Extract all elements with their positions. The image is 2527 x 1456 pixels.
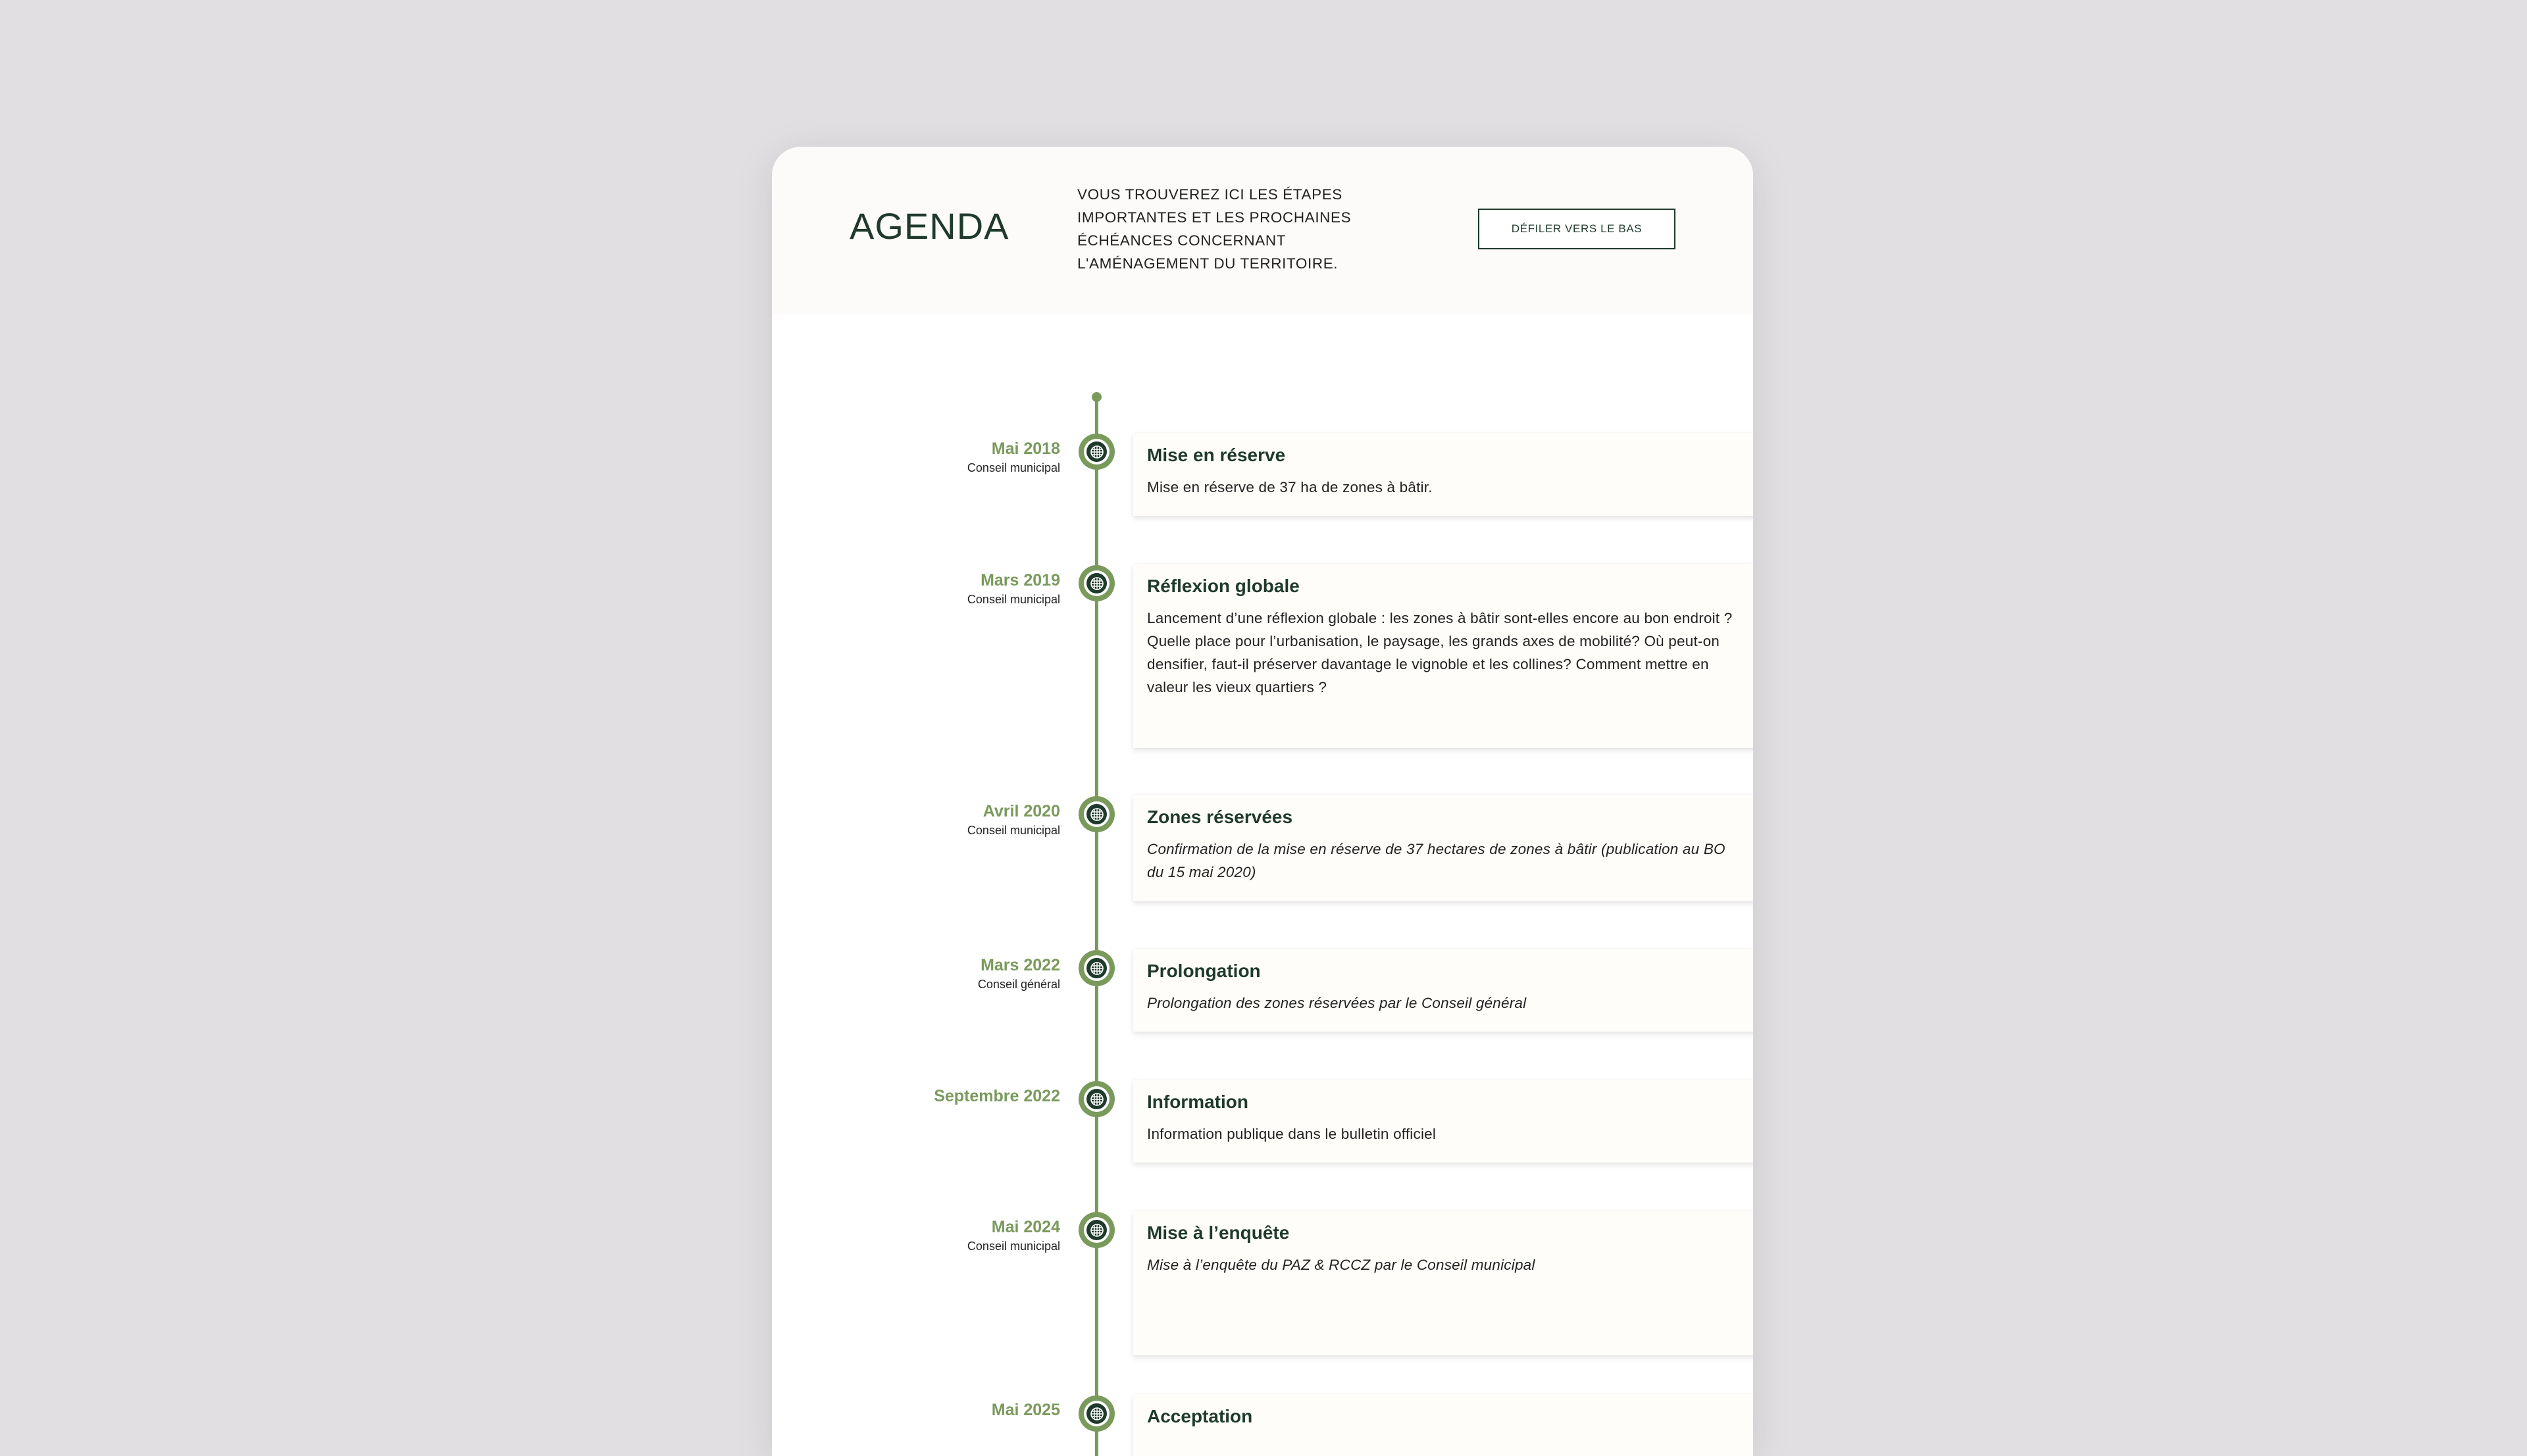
event-organ: Conseil municipal [967, 1240, 1060, 1253]
event-title: Réflexion globale [1147, 576, 1300, 596]
event-date: Mars 2022 [981, 956, 1060, 974]
event-marker [1079, 1212, 1115, 1248]
event-date: Mai 2024 [991, 1218, 1060, 1236]
event-title: Mise en réserve [1147, 445, 1286, 465]
event-marker [1079, 796, 1115, 832]
event-organ: Conseil municipal [967, 824, 1060, 837]
event-marker [1079, 565, 1115, 601]
grid-globe-icon [1086, 1220, 1107, 1240]
event-marker [1079, 1081, 1115, 1117]
event-date-block [967, 802, 1060, 838]
timeline-line [1095, 397, 1098, 1456]
event-date-block [967, 1218, 1060, 1253]
agenda-header [772, 147, 1753, 314]
event-title: Information [1147, 1092, 1248, 1112]
event-title: Acceptation [1147, 1406, 1253, 1426]
event-description: Information publique dans le bulletin officiel [1147, 1126, 1437, 1142]
event-organ: Conseil municipal [967, 593, 1060, 606]
grid-globe-icon [1086, 1403, 1107, 1424]
event-description: Mise à l’enquête du PAZ & RCCZ par le Conseil municipal [1147, 1257, 1535, 1273]
event-description: Mise en réserve de 37 ha de zones à bâtir. [1147, 479, 1433, 495]
grid-globe-icon [1086, 958, 1107, 978]
event-description: Confirmation de la mise en réserve de 37 hectares de zones à bâtir (publication au BO du 15 mai 2020) [1147, 841, 1725, 880]
event-date-block [934, 1087, 1060, 1109]
event-date-block [967, 571, 1060, 607]
event-card [1133, 433, 1753, 516]
page-title: AGENDA [850, 205, 1009, 247]
event-organ: Conseil général [977, 978, 1060, 991]
event-date: Septembre 2022 [934, 1087, 1060, 1105]
event-date: Mars 2019 [981, 571, 1060, 590]
event-card [1133, 1211, 1753, 1355]
grid-globe-icon [1086, 1089, 1107, 1109]
agenda-card [772, 147, 1753, 1456]
event-organ: Conseil municipal [967, 461, 1060, 474]
event-date: Avril 2020 [983, 802, 1060, 820]
event-description: Lancement d’une réflexion globale : les zones à bâtir sont-elles encore au bon endroit ? Quelle place pour l’urbanisation, le paysage, les grands axes de mobilité? Où peut-on densifier, faut-il préserver davantage le vignoble et les collines? Comment mettre en valeur les vieux quartiers ? [1147, 610, 1733, 695]
grid-globe-icon [1086, 573, 1107, 593]
event-title: Prolongation [1147, 961, 1261, 981]
event-date: Mai 2018 [991, 439, 1060, 458]
event-card [1133, 949, 1753, 1032]
event-date-block [992, 1401, 1060, 1422]
event-card [1133, 1080, 1753, 1163]
event-card [1133, 1394, 1753, 1456]
grid-globe-icon [1086, 441, 1107, 462]
event-marker [1079, 434, 1115, 470]
event-card [1133, 795, 1753, 901]
event-date-block [967, 439, 1060, 475]
event-title: Mise à l’enquête [1147, 1222, 1290, 1243]
intro-text: VOUS TROUVEREZ ICI LES ÉTAPES IMPORTANTES ET LES PROCHAINES ÉCHÉANCES CONCERNANT L'AMÉNAGEMENT DU TERRITOIRE. [1077, 186, 1352, 272]
scroll-down-button[interactable]: DÉFILER VERS LE BAS [1478, 209, 1675, 249]
event-marker [1079, 1395, 1115, 1432]
event-description: Prolongation des zones réservées par le Conseil général [1147, 995, 1527, 1011]
grid-globe-icon [1086, 804, 1107, 824]
event-date-block [978, 956, 1060, 992]
event-card [1133, 564, 1753, 748]
event-date: Mai 2025 [991, 1401, 1060, 1419]
event-title: Zones réservées [1147, 807, 1293, 827]
event-marker [1079, 950, 1115, 986]
